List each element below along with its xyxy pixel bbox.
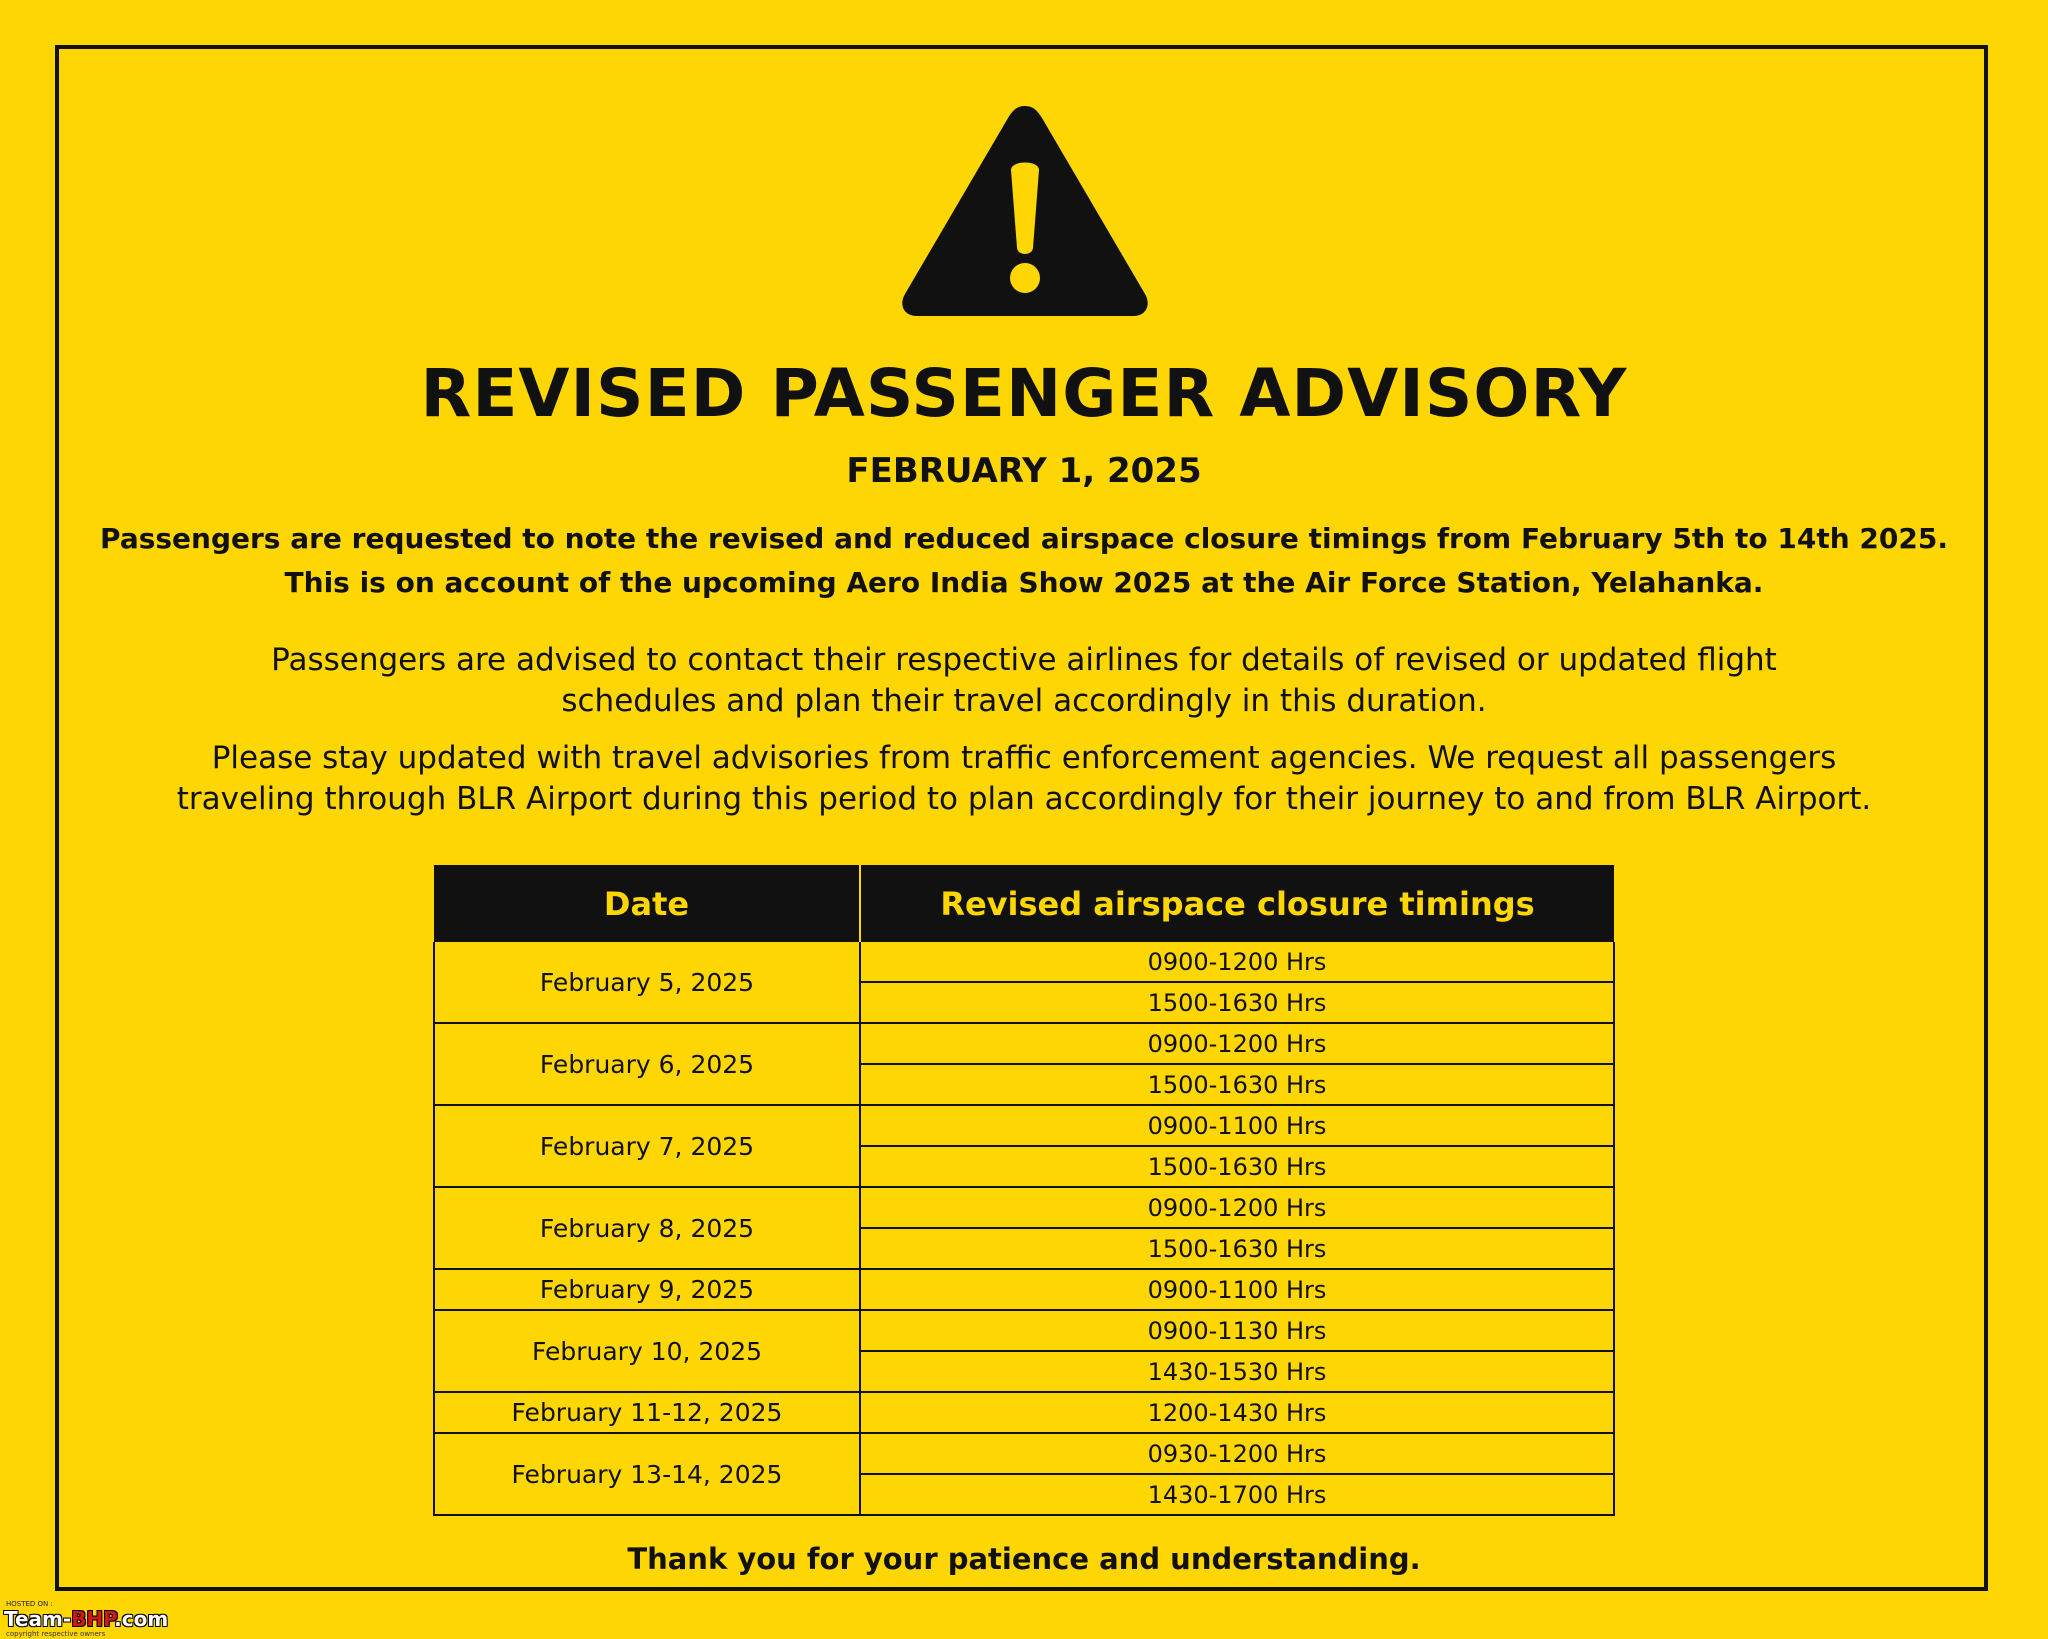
date-cell: February 13-14, 2025 <box>434 1433 860 1515</box>
watermark-logo-part: Team- <box>4 1607 72 1631</box>
page-title: REVISED PASSENGER ADVISORY <box>420 355 1628 432</box>
warning-triangle-icon <box>899 98 1151 322</box>
timing-cell: 0900-1200 Hrs <box>860 1187 1614 1228</box>
date-cell: February 8, 2025 <box>434 1187 860 1269</box>
timing-cell: 0900-1100 Hrs <box>860 1105 1614 1146</box>
timing-cell: 1200-1430 Hrs <box>860 1392 1614 1433</box>
timing-cell: 0900-1200 Hrs <box>860 1023 1614 1064</box>
traffic-line-1: Please stay updated with travel advisories from traffic enforcement agencies. We request all passengers <box>211 740 1837 776</box>
column-header-timings: Revised airspace closure timings <box>860 865 1614 942</box>
intro-line-1: Passengers are requested to note the revised and reduced airspace closure timings from February 5th to 14th 2025. <box>100 522 1948 555</box>
watermark-logo-part: .com <box>114 1607 169 1631</box>
airlines-line-1: Passengers are advised to contact their respective airlines for details of revised or updated flight <box>271 642 1777 678</box>
timing-cell: 1500-1630 Hrs <box>860 1064 1614 1105</box>
hosting-watermark <box>4 1598 194 1638</box>
timing-cell: 1430-1530 Hrs <box>860 1351 1614 1392</box>
date-cell: February 6, 2025 <box>434 1023 860 1105</box>
thank-you-message: Thank you for your patience and understanding. <box>627 1542 1421 1576</box>
timing-cell: 1500-1630 Hrs <box>860 1146 1614 1187</box>
airlines-line-2: schedules and plan their travel accordingly in this duration. <box>561 683 1487 719</box>
advisory-date: FEBRUARY 1, 2025 <box>846 451 1202 491</box>
table-row <box>434 1105 1614 1146</box>
timing-cell: 1500-1630 Hrs <box>860 1228 1614 1269</box>
table-row <box>434 1392 1614 1433</box>
table-row <box>434 1310 1614 1351</box>
date-cell: February 9, 2025 <box>434 1269 860 1310</box>
column-header-date: Date <box>434 865 860 942</box>
watermark-copyright: copyright respective owners <box>6 1630 106 1638</box>
table-header-row <box>434 865 1614 942</box>
date-cell: February 5, 2025 <box>434 942 860 1023</box>
timing-cell: 0930-1200 Hrs <box>860 1433 1614 1474</box>
date-cell: February 10, 2025 <box>434 1310 860 1392</box>
timing-cell: 1500-1630 Hrs <box>860 982 1614 1023</box>
table-row <box>434 942 1614 982</box>
table-row <box>434 1269 1614 1310</box>
timing-cell: 0900-1100 Hrs <box>860 1269 1614 1310</box>
watermark-logo <box>4 1608 168 1630</box>
intro-line-2: This is on account of the upcoming Aero India Show 2025 at the Air Force Station, Yelahanka. <box>284 566 1764 599</box>
timing-cell: 0900-1200 Hrs <box>860 942 1614 982</box>
date-cell: February 7, 2025 <box>434 1105 860 1187</box>
closure-timings-table <box>433 865 1615 1516</box>
timing-cell: 0900-1130 Hrs <box>860 1310 1614 1351</box>
date-cell: February 11-12, 2025 <box>434 1392 860 1433</box>
table-row <box>434 1023 1614 1064</box>
table-row <box>434 1433 1614 1474</box>
watermark-hosted-label: HOSTED ON : <box>6 1600 53 1608</box>
timing-cell: 1430-1700 Hrs <box>860 1474 1614 1515</box>
traffic-line-2: traveling through BLR Airport during this period to plan accordingly for their journey to and from BLR Airport. <box>176 781 1872 817</box>
table-row <box>434 1187 1614 1228</box>
watermark-logo-part: BHP <box>71 1607 115 1631</box>
